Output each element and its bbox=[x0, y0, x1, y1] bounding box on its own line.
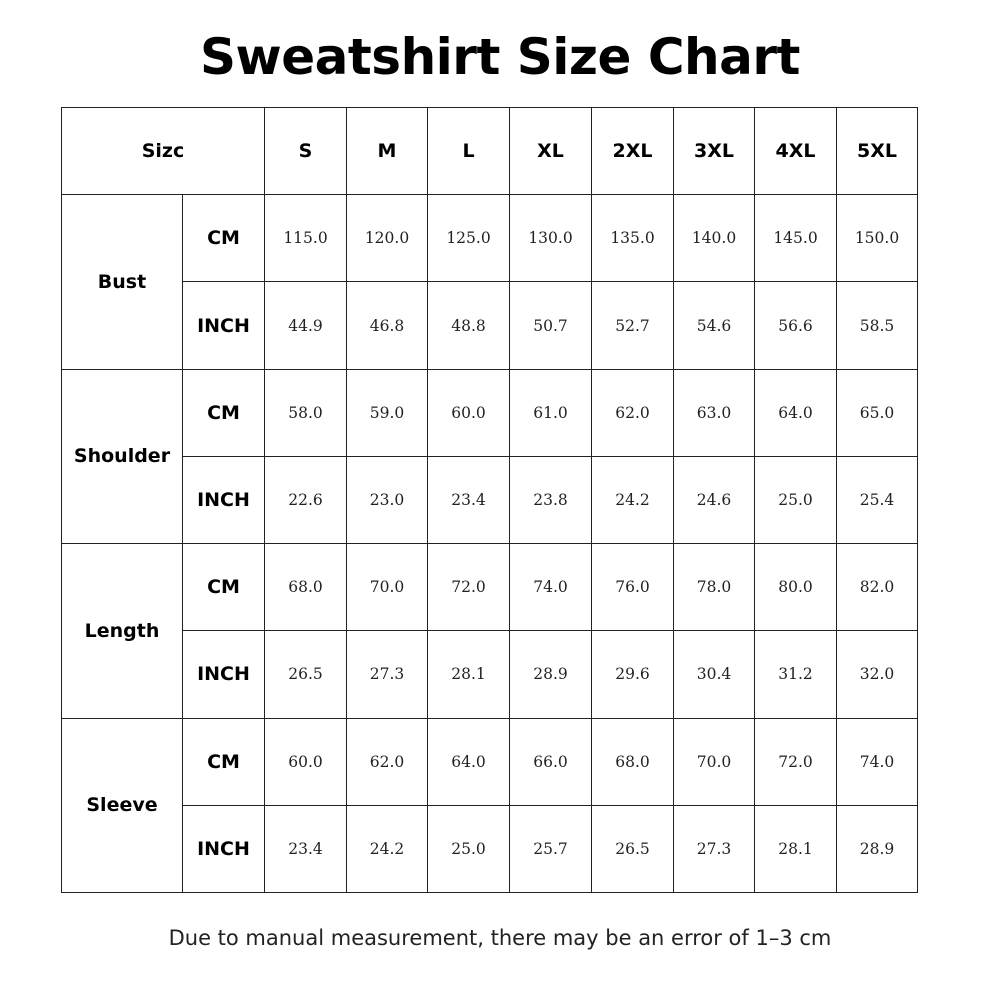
size-header: 3XL bbox=[674, 108, 755, 195]
size-value-cell: 140.0 bbox=[674, 195, 755, 282]
header-row bbox=[62, 108, 918, 195]
size-chart-table bbox=[61, 107, 918, 893]
size-value-cell: 23.4 bbox=[428, 456, 510, 543]
table-row bbox=[62, 544, 918, 631]
unit-label: INCH bbox=[183, 456, 265, 543]
size-value-cell: 22.6 bbox=[265, 456, 347, 543]
measurement-label: Sleeve bbox=[62, 718, 183, 892]
size-value-cell: 31.2 bbox=[755, 631, 837, 718]
size-header: 2XL bbox=[592, 108, 674, 195]
size-value-cell: 28.9 bbox=[837, 805, 918, 892]
size-value-cell: 58.5 bbox=[837, 282, 918, 369]
size-value-cell: 62.0 bbox=[592, 369, 674, 456]
size-value-cell: 25.0 bbox=[755, 456, 837, 543]
unit-label: CM bbox=[183, 369, 265, 456]
size-value-cell: 74.0 bbox=[837, 718, 918, 805]
unit-label: CM bbox=[183, 544, 265, 631]
size-chart-body bbox=[62, 108, 918, 893]
size-value-cell: 27.3 bbox=[674, 805, 755, 892]
size-value-cell: 23.0 bbox=[347, 456, 428, 543]
table-row bbox=[62, 282, 918, 369]
size-header: XL bbox=[510, 108, 592, 195]
measurement-label: Shoulder bbox=[62, 369, 183, 543]
size-value-cell: 130.0 bbox=[510, 195, 592, 282]
size-value-cell: 44.9 bbox=[265, 282, 347, 369]
size-value-cell: 145.0 bbox=[755, 195, 837, 282]
size-value-cell: 26.5 bbox=[592, 805, 674, 892]
size-value-cell: 25.0 bbox=[428, 805, 510, 892]
size-value-cell: 28.1 bbox=[755, 805, 837, 892]
size-value-cell: 58.0 bbox=[265, 369, 347, 456]
measurement-label: Length bbox=[62, 544, 183, 718]
size-value-cell: 26.5 bbox=[265, 631, 347, 718]
table-row bbox=[62, 631, 918, 718]
size-value-cell: 24.2 bbox=[592, 456, 674, 543]
size-value-cell: 80.0 bbox=[755, 544, 837, 631]
size-value-cell: 76.0 bbox=[592, 544, 674, 631]
size-value-cell: 120.0 bbox=[347, 195, 428, 282]
size-value-cell: 66.0 bbox=[510, 718, 592, 805]
size-value-cell: 52.7 bbox=[592, 282, 674, 369]
table-row bbox=[62, 805, 918, 892]
size-value-cell: 78.0 bbox=[674, 544, 755, 631]
size-value-cell: 64.0 bbox=[428, 718, 510, 805]
unit-label: INCH bbox=[183, 805, 265, 892]
table-row bbox=[62, 456, 918, 543]
size-value-cell: 135.0 bbox=[592, 195, 674, 282]
footnote: Due to manual measurement, there may be an error of 1–3 cm bbox=[168, 926, 832, 950]
table-row bbox=[62, 718, 918, 805]
size-value-cell: 56.6 bbox=[755, 282, 837, 369]
size-value-cell: 25.7 bbox=[510, 805, 592, 892]
size-value-cell: 50.7 bbox=[510, 282, 592, 369]
size-value-cell: 46.8 bbox=[347, 282, 428, 369]
size-header: M bbox=[347, 108, 428, 195]
size-value-cell: 70.0 bbox=[674, 718, 755, 805]
table-row bbox=[62, 195, 918, 282]
size-value-cell: 64.0 bbox=[755, 369, 837, 456]
size-value-cell: 28.9 bbox=[510, 631, 592, 718]
size-value-cell: 54.6 bbox=[674, 282, 755, 369]
size-header: 4XL bbox=[755, 108, 837, 195]
size-value-cell: 68.0 bbox=[592, 718, 674, 805]
size-value-cell: 72.0 bbox=[428, 544, 510, 631]
page-title: Sweatshirt Size Chart bbox=[200, 28, 800, 86]
size-value-cell: 74.0 bbox=[510, 544, 592, 631]
corner-header: Sizc bbox=[62, 108, 265, 195]
size-value-cell: 25.4 bbox=[837, 456, 918, 543]
size-value-cell: 60.0 bbox=[428, 369, 510, 456]
size-value-cell: 23.4 bbox=[265, 805, 347, 892]
size-value-cell: 70.0 bbox=[347, 544, 428, 631]
size-value-cell: 60.0 bbox=[265, 718, 347, 805]
unit-label: INCH bbox=[183, 631, 265, 718]
measurement-label: Bust bbox=[62, 195, 183, 369]
size-value-cell: 23.8 bbox=[510, 456, 592, 543]
size-value-cell: 32.0 bbox=[837, 631, 918, 718]
size-value-cell: 61.0 bbox=[510, 369, 592, 456]
size-header: 5XL bbox=[837, 108, 918, 195]
size-value-cell: 63.0 bbox=[674, 369, 755, 456]
size-header: S bbox=[265, 108, 347, 195]
size-value-cell: 59.0 bbox=[347, 369, 428, 456]
size-value-cell: 48.8 bbox=[428, 282, 510, 369]
size-value-cell: 62.0 bbox=[347, 718, 428, 805]
size-value-cell: 28.1 bbox=[428, 631, 510, 718]
size-value-cell: 150.0 bbox=[837, 195, 918, 282]
table-row bbox=[62, 369, 918, 456]
size-value-cell: 24.6 bbox=[674, 456, 755, 543]
size-value-cell: 30.4 bbox=[674, 631, 755, 718]
size-value-cell: 68.0 bbox=[265, 544, 347, 631]
size-value-cell: 27.3 bbox=[347, 631, 428, 718]
unit-label: CM bbox=[183, 195, 265, 282]
size-value-cell: 115.0 bbox=[265, 195, 347, 282]
size-header: L bbox=[428, 108, 510, 195]
size-value-cell: 29.6 bbox=[592, 631, 674, 718]
size-value-cell: 24.2 bbox=[347, 805, 428, 892]
size-value-cell: 125.0 bbox=[428, 195, 510, 282]
size-value-cell: 65.0 bbox=[837, 369, 918, 456]
unit-label: INCH bbox=[183, 282, 265, 369]
size-value-cell: 82.0 bbox=[837, 544, 918, 631]
unit-label: CM bbox=[183, 718, 265, 805]
size-value-cell: 72.0 bbox=[755, 718, 837, 805]
